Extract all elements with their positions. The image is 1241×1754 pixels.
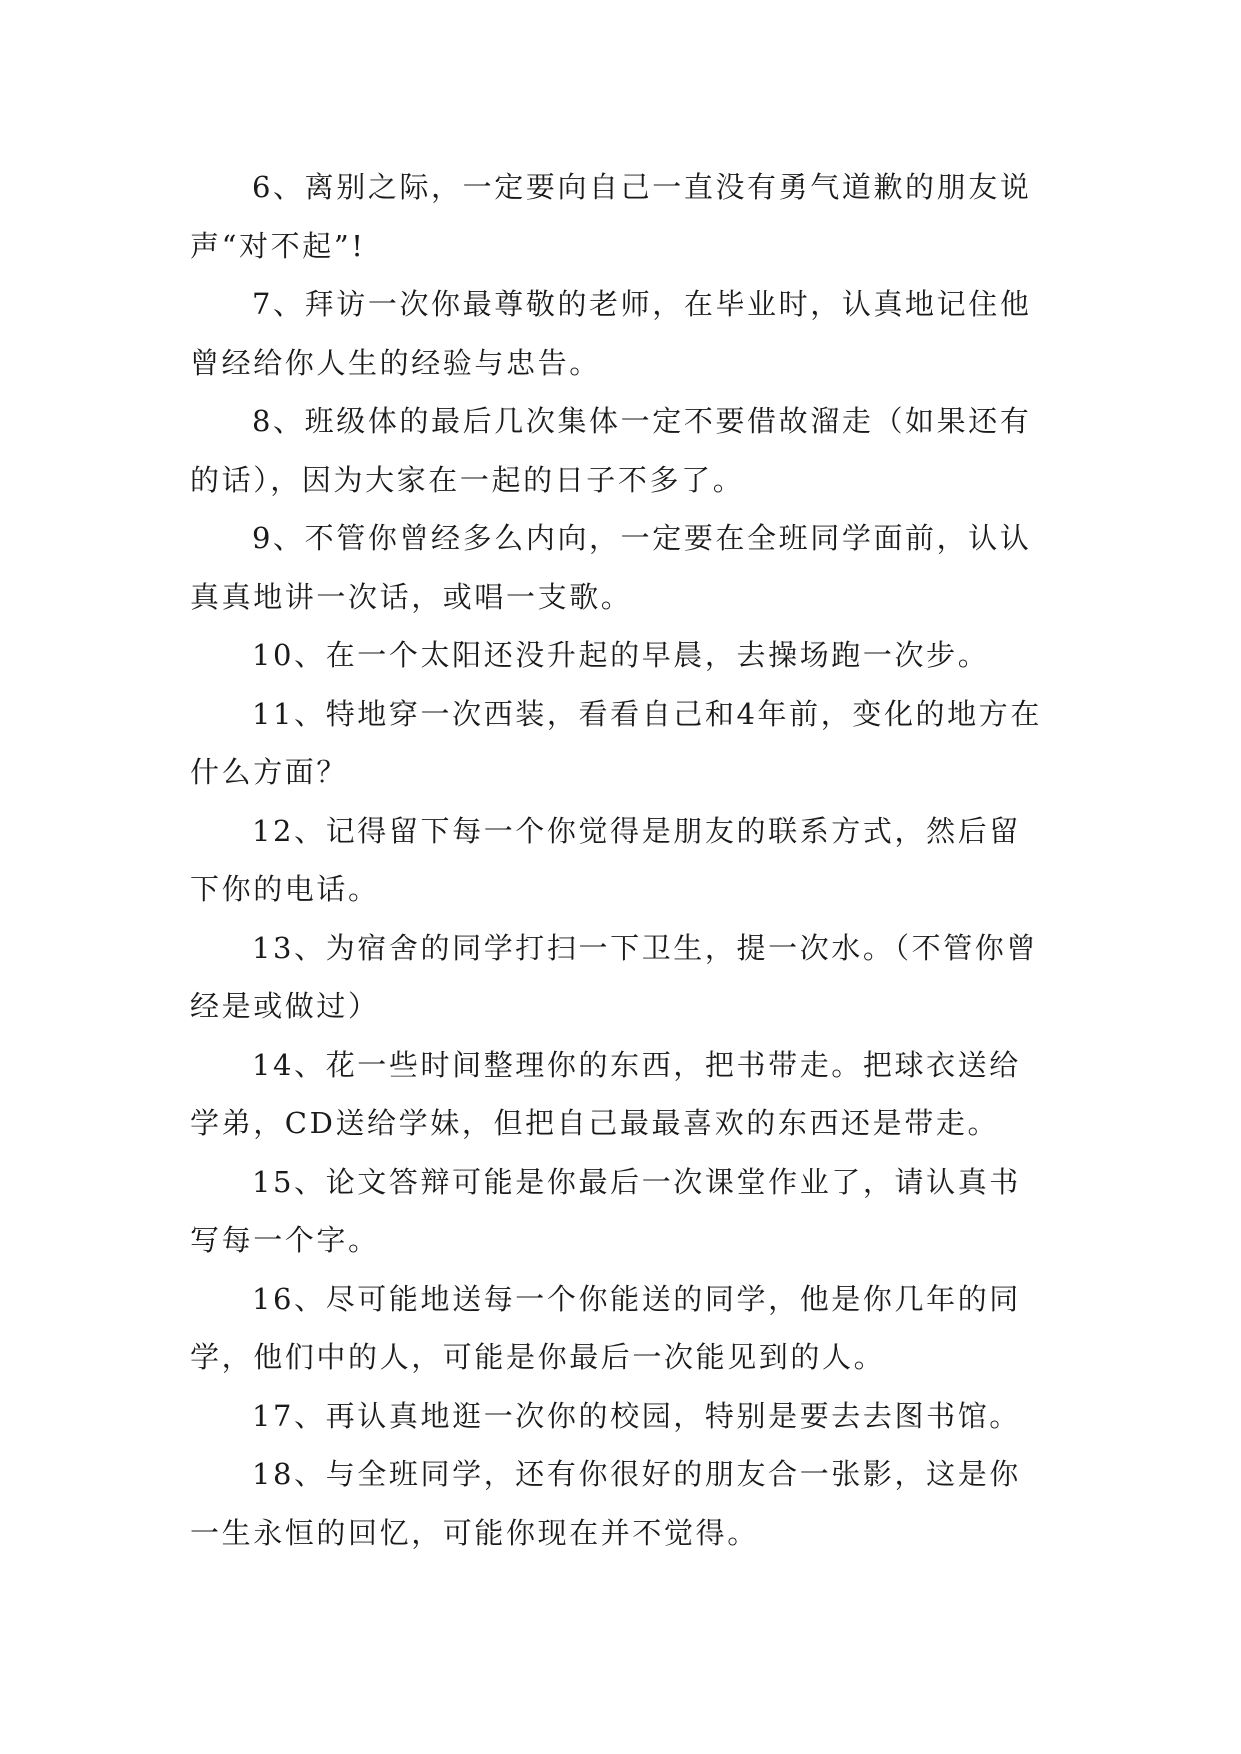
paragraph-item-8: 8、班级体的最后几次集体一定不要借故溜走（如果还有的话），因为大家在一起的日子不多了。 (190, 404, 1032, 497)
paragraph-item-15: 15、论文答辩可能是你最后一次课堂作业了，请认真书写每一个字。 (190, 1164, 1021, 1257)
paragraph-item-12: 12、记得留下每一个你觉得是朋友的联系方式，然后留下你的电话。 (190, 813, 1021, 906)
paragraph-item-17: 17、再认真地逛一次你的校园，特别是要去去图书馆。 (252, 1398, 1021, 1433)
paragraph-item-18: 18、与全班同学，还有你很好的朋友合一张影，这是你一生永恒的回忆，可能你现在并不觉得。 (190, 1457, 1021, 1550)
paragraph-item-11: 11、特地穿一次西装，看看自己和4年前，变化的地方在什么方面？ (190, 696, 1042, 789)
paragraph-item-13: 13、为宿舍的同学打扫一下卫生，提一次水。（不管你曾经是或做过） (190, 930, 1039, 1023)
paragraph-item-10: 10、在一个太阳还没升起的早晨，去操场跑一次步。 (252, 638, 990, 672)
paragraph-item-14: 14、花一些时间整理你的东西，把书带走。把球衣送给学弟，CD送给学妹，但把自己最最喜欢的东西还是带走。 (190, 1047, 1021, 1140)
paragraph-item-6: 6、离别之际，一定要向自己一直没有勇气道歉的朋友说声“对不起”! (190, 170, 1032, 263)
paragraph-item-16: 16、尽可能地送每一个你能送的同学，他是你几年的同学，他们中的人，可能是你最后一次能见到的人。 (190, 1281, 1021, 1374)
paragraph-item-7: 7、拜访一次你最尊敬的老师，在毕业时，认真地记住他曾经给你人生的经验与忠告。 (190, 287, 1032, 380)
paragraph-item-9: 9、不管你曾经多么内向，一定要在全班同学面前，认认真真地讲一次话，或唱一支歌。 (190, 521, 1032, 614)
document-body (190, 158, 1050, 1562)
